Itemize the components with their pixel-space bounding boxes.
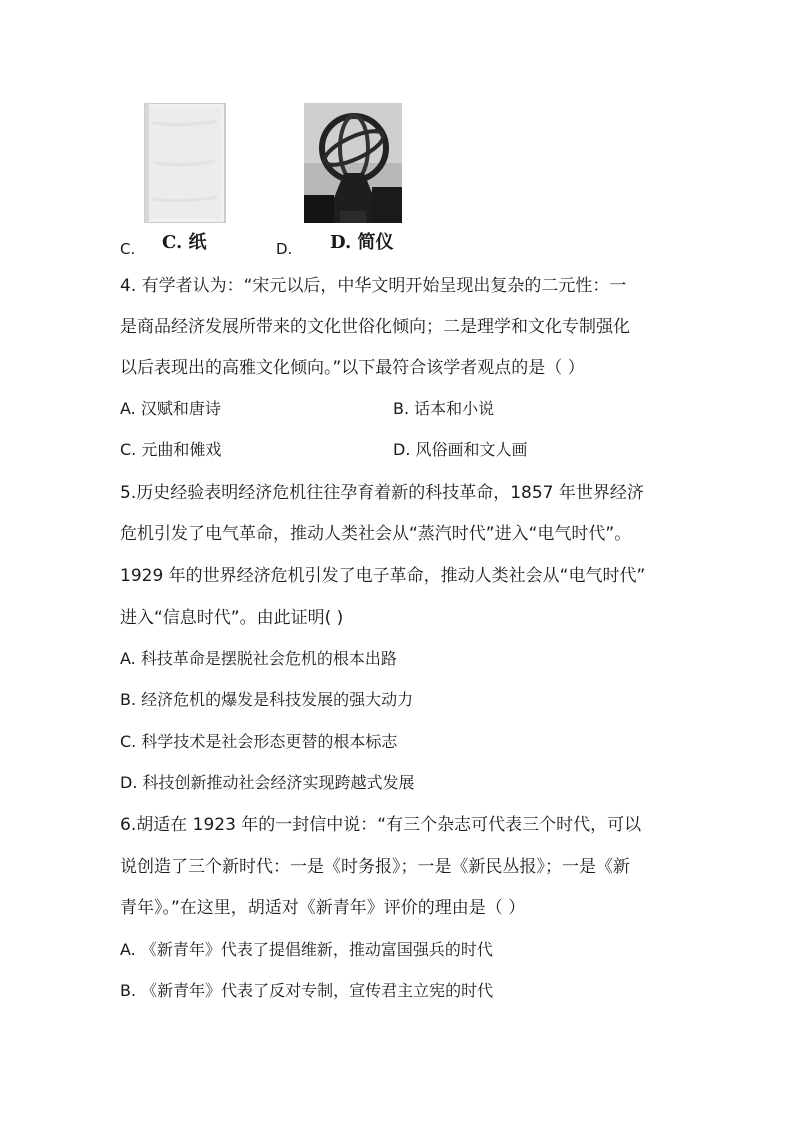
q5-stem-line3: 1929 年的世界经济危机引发了电子革命，推动人类社会从“电气时代” — [120, 566, 646, 586]
q5-option-b: B. 经济危机的爆发是科技发展的强大动力 — [120, 690, 414, 709]
q5-stem-line2: 危机引发了电气革命，推动人类社会从“蒸汽时代”进入“电气时代”。 — [120, 524, 632, 544]
option-c-caption: C. 纸 — [162, 232, 207, 253]
q5-option-d: D. 科技创新推动社会经济实现跨越式发展 — [120, 773, 415, 792]
q5-stem-line1: 5.历史经验表明经济危机往往孕育着新的科技革命，1857 年世界经济 — [120, 483, 644, 503]
q6-stem-line2: 说创造了三个新时代：一是《时务报》；一是《新民丛报》；一是《新 — [120, 857, 630, 877]
q6-option-b: B. 《新青年》代表了反对专制，宣传君主立宪的时代 — [120, 981, 494, 1000]
q6-option-a: A. 《新青年》代表了提倡维新，推动富国强兵的时代 — [120, 940, 493, 959]
q4-stem-line2: 是商品经济发展所带来的文化世俗化倾向；二是理学和文化专制强化 — [120, 317, 630, 337]
q5-option-c: C. 科学技术是社会形态更替的根本标志 — [120, 732, 398, 751]
q4-stem-line1: 4. 有学者认为：“宋元以后，中华文明开始呈现出复杂的二元性：一 — [120, 276, 627, 296]
option-d-letter: D. — [276, 240, 293, 258]
q4-option-d: D. 风俗画和文人画 — [393, 440, 528, 459]
q4-option-a: A. 汉赋和唐诗 — [120, 399, 221, 418]
armillary-image — [304, 103, 402, 223]
q4-option-c: C. 元曲和傩戏 — [120, 440, 222, 459]
option-d-caption: D. 简仪 — [330, 232, 394, 253]
q4-option-b: B. 话本和小说 — [393, 399, 495, 418]
q4-stem-line3: 以后表现出的高雅文化倾向。”以下最符合该学者观点的是（ ） — [120, 358, 585, 378]
q6-stem-line3: 青年》。”在这里，胡适对《新青年》评价的理由是（ ） — [120, 898, 526, 918]
paper-image — [143, 103, 227, 223]
q6-stem-line1: 6.胡适在 1923 年的一封信中说：“有三个杂志可代表三个时代，可以 — [120, 815, 642, 835]
q5-option-a: A. 科技革命是摆脱社会危机的根本出路 — [120, 649, 397, 668]
q5-stem-line4: 进入“信息时代”。由此证明( ) — [120, 608, 344, 628]
option-c-letter: C. — [120, 240, 136, 258]
